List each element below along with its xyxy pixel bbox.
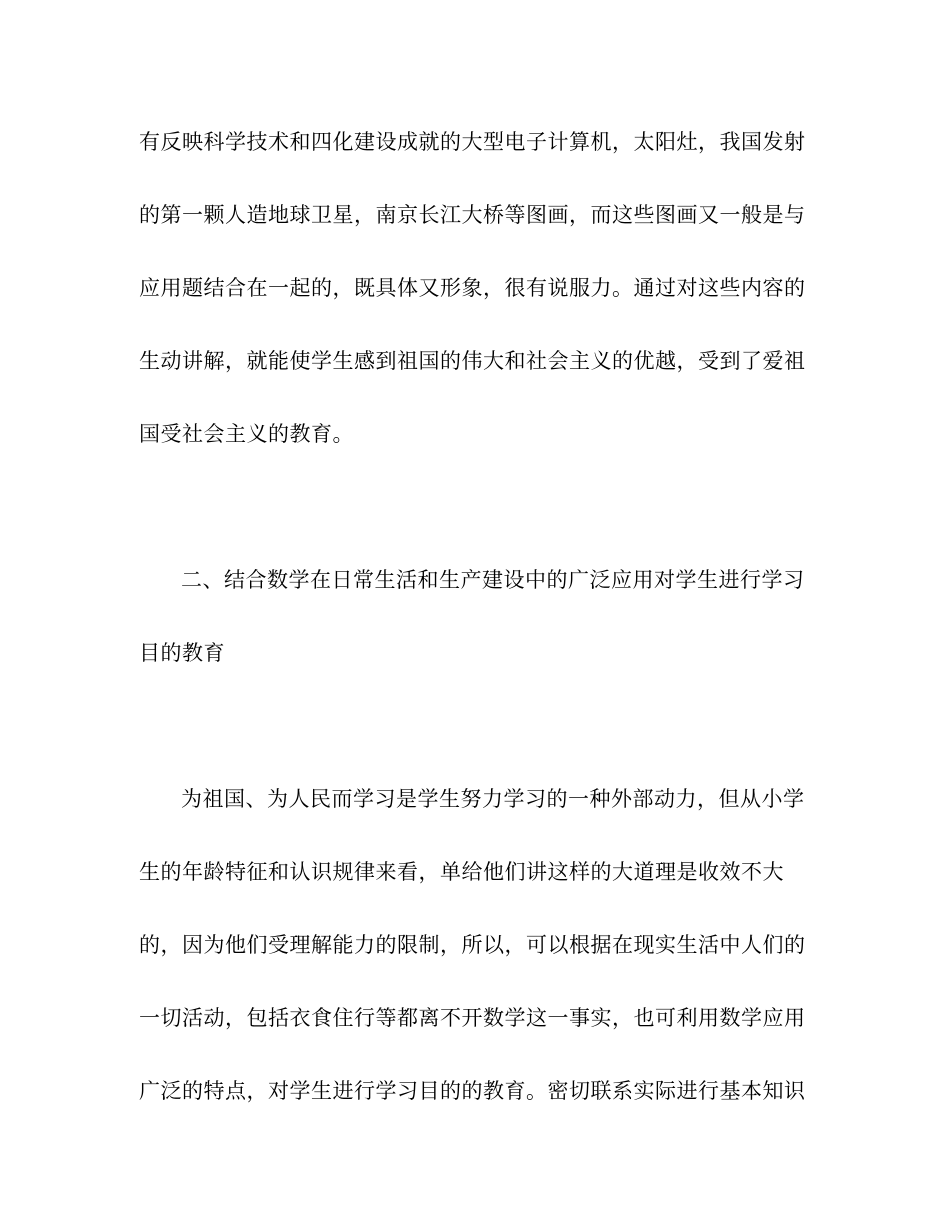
paragraph-2-line-2: 生的年龄特征和认识规律来看，单给他们讲这样的大道理是收效不大 xyxy=(139,860,784,884)
section-heading-line-1: 二、结合数学在日常生活和生产建设中的广泛应用对学生进行学习 xyxy=(181,568,805,592)
paragraph-2-line-3: 的，因为他们受理解能力的限制，所以，可以根据在现实生活中人们的 xyxy=(139,933,806,957)
section-heading-line-2: 目的教育 xyxy=(139,641,225,665)
paragraph-1-line-1: 有反映科学技术和四化建设成就的大型电子计算机，太阳灶，我国发射 xyxy=(139,130,806,154)
paragraph-2-line-5: 广泛的特点，对学生进行学习目的的教育。密切联系实际进行基本知识 xyxy=(139,1079,806,1103)
paragraph-2-line-1: 为祖国、为人民而学习是学生努力学习的一种外部动力，但从小学 xyxy=(181,787,805,811)
paragraph-1-line-2: 的第一颗人造地球卫星，南京长江大桥等图画，而这些图画又一般是与 xyxy=(139,203,806,227)
paragraph-2-line-4: 一切活动，包括衣食住行等都离不开数学这一事实，也可利用数学应用 xyxy=(139,1006,806,1030)
paragraph-1-line-4: 生动讲解，就能使学生感到祖国的伟大和社会主义的优越，受到了爱祖 xyxy=(139,349,806,373)
paragraph-1-line-3: 应用题结合在一起的，既具体又形象，很有说服力。通过对这些内容的 xyxy=(139,276,806,300)
paragraph-1-line-5: 国受社会主义的教育。 xyxy=(139,422,354,446)
